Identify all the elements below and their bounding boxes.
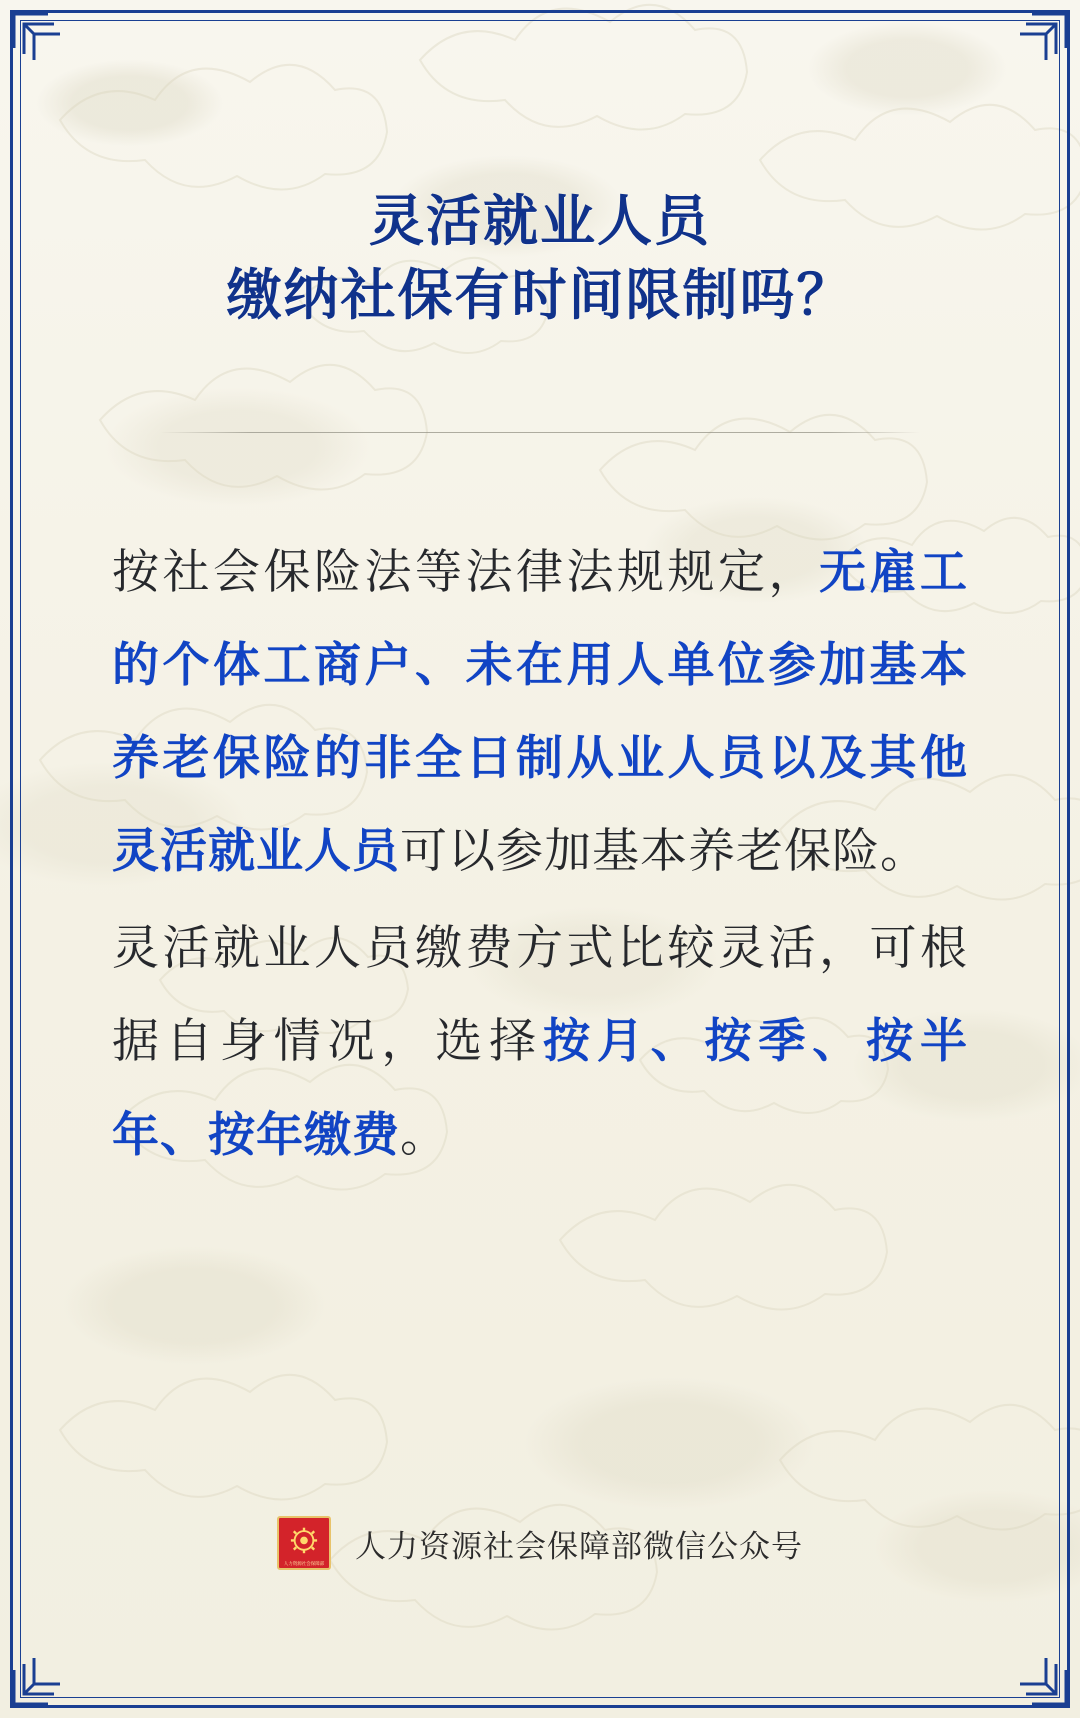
highlighted-text: 无雇工的个体工商户、未在用人单位参加基本养老保险的非全日制从业人员以及其他灵活就业人员 — [112, 545, 968, 878]
paragraph — [112, 525, 968, 897]
national-emblem-icon — [277, 1516, 331, 1570]
footer-account-name: 人力资源社会保障部微信公众号 — [355, 1528, 803, 1564]
highlighted-text: 按月、按季、按半年、按年缴费 — [112, 1014, 969, 1161]
page-title — [112, 37, 968, 332]
plain-text: 。 — [400, 1107, 448, 1161]
title-line-1: 灵活就业人员 — [368, 190, 711, 252]
footer — [0, 1516, 1080, 1570]
paragraph — [112, 901, 968, 1180]
plain-text: 按社会保险法等法律法规规定， — [112, 545, 819, 599]
title-divider — [160, 432, 920, 433]
plain-text: 可以参加基本养老保险。 — [400, 824, 928, 878]
body-text — [112, 525, 968, 1180]
plain-text: 灵活就业人员缴费方式比较灵活，可根据自身情况，选择 — [112, 921, 968, 1068]
title-line-2: 缴纳社保有时间限制吗？ — [226, 264, 854, 326]
emblem-caption: 人力资源社会保障部 — [283, 1560, 325, 1566]
